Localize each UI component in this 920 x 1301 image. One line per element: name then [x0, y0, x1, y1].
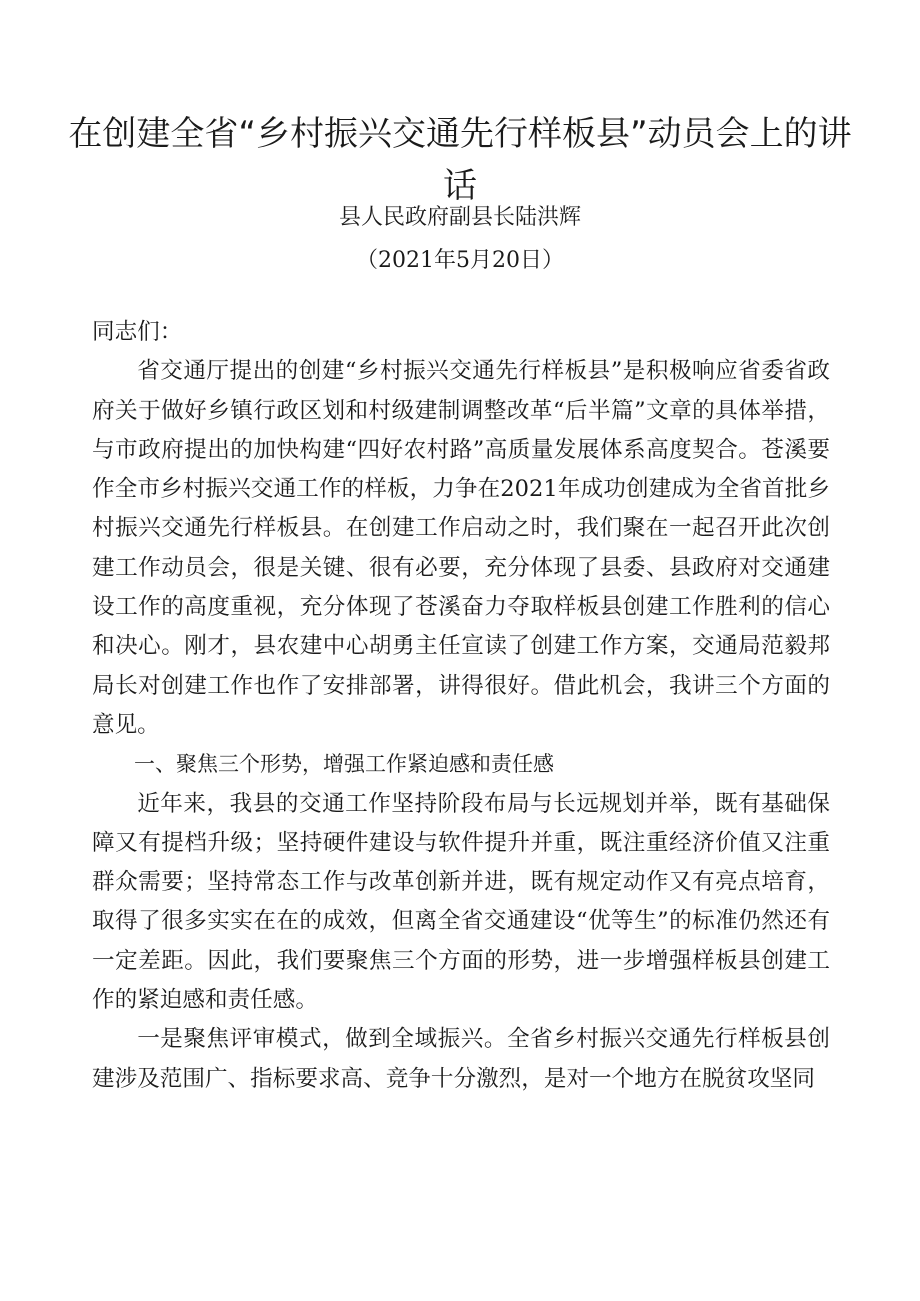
speech-date: （2021年5月20日）	[356, 248, 564, 273]
document-body	[92, 313, 830, 1099]
salutation: 同志们：	[92, 319, 183, 345]
paragraph-intro: 省交通厅提出的创建“乡村振兴交通先行样板县”是积极响应省委省政府关于做好乡镇行政区划和村级建制调整改革“后半篇”文章的具体举措，与市政府提出的加快构建“四好农村路”高质量发展体系高度契合。苍溪要作全市乡村振兴交通工作的样板，力争在2021年成功创建成为全省首批乡村振兴交通先行样板县。在创建工作启动之时，我们聚在一起召开此次创建工作动员会，很是关键、很有必要，充分体现了县委、县政府对交通建设工作的高度重视，充分体现了苍溪奋力夺取样板县创建工作胜利的信心和决心。刚才，县农建中心胡勇主任宣读了创建工作方案，交通局范毅邦局长对创建工作也作了安排部署，讲得很好。借此机会，我讲三个方面的意见。	[92, 358, 830, 738]
document-title: 在创建全省“乡村振兴交通先行样板县”动员会上的讲话	[68, 114, 852, 206]
speaker-line: 县人民政府副县长陆洪辉	[338, 205, 581, 230]
paragraph-situation: 近年来，我县的交通工作坚持阶段布局与长远规划并举，既有基础保障又有提档升级；坚持硬件建设与软件提升并重，既注重经济价值又注重群众需要；坚持常态工作与改革创新并进，既有规定动作又有亮点培育，取得了很多实实在在的成效，但离全省交通建设“优等生”的标准仍然还有一定差距。因此，我们要聚焦三个方面的形势，进一步增强样板县创建工作的紧迫感和责任感。	[92, 790, 830, 1014]
section-heading: 一、聚焦三个形势，增强工作紧迫感和责任感	[134, 752, 554, 777]
paragraph-point-one: 一是聚焦评审模式，做到全域振兴。全省乡村振兴交通先行样板县创建涉及范围广、指标要求高、竞争十分激烈，是对一个地方在脱贫攻坚同	[92, 1026, 830, 1092]
